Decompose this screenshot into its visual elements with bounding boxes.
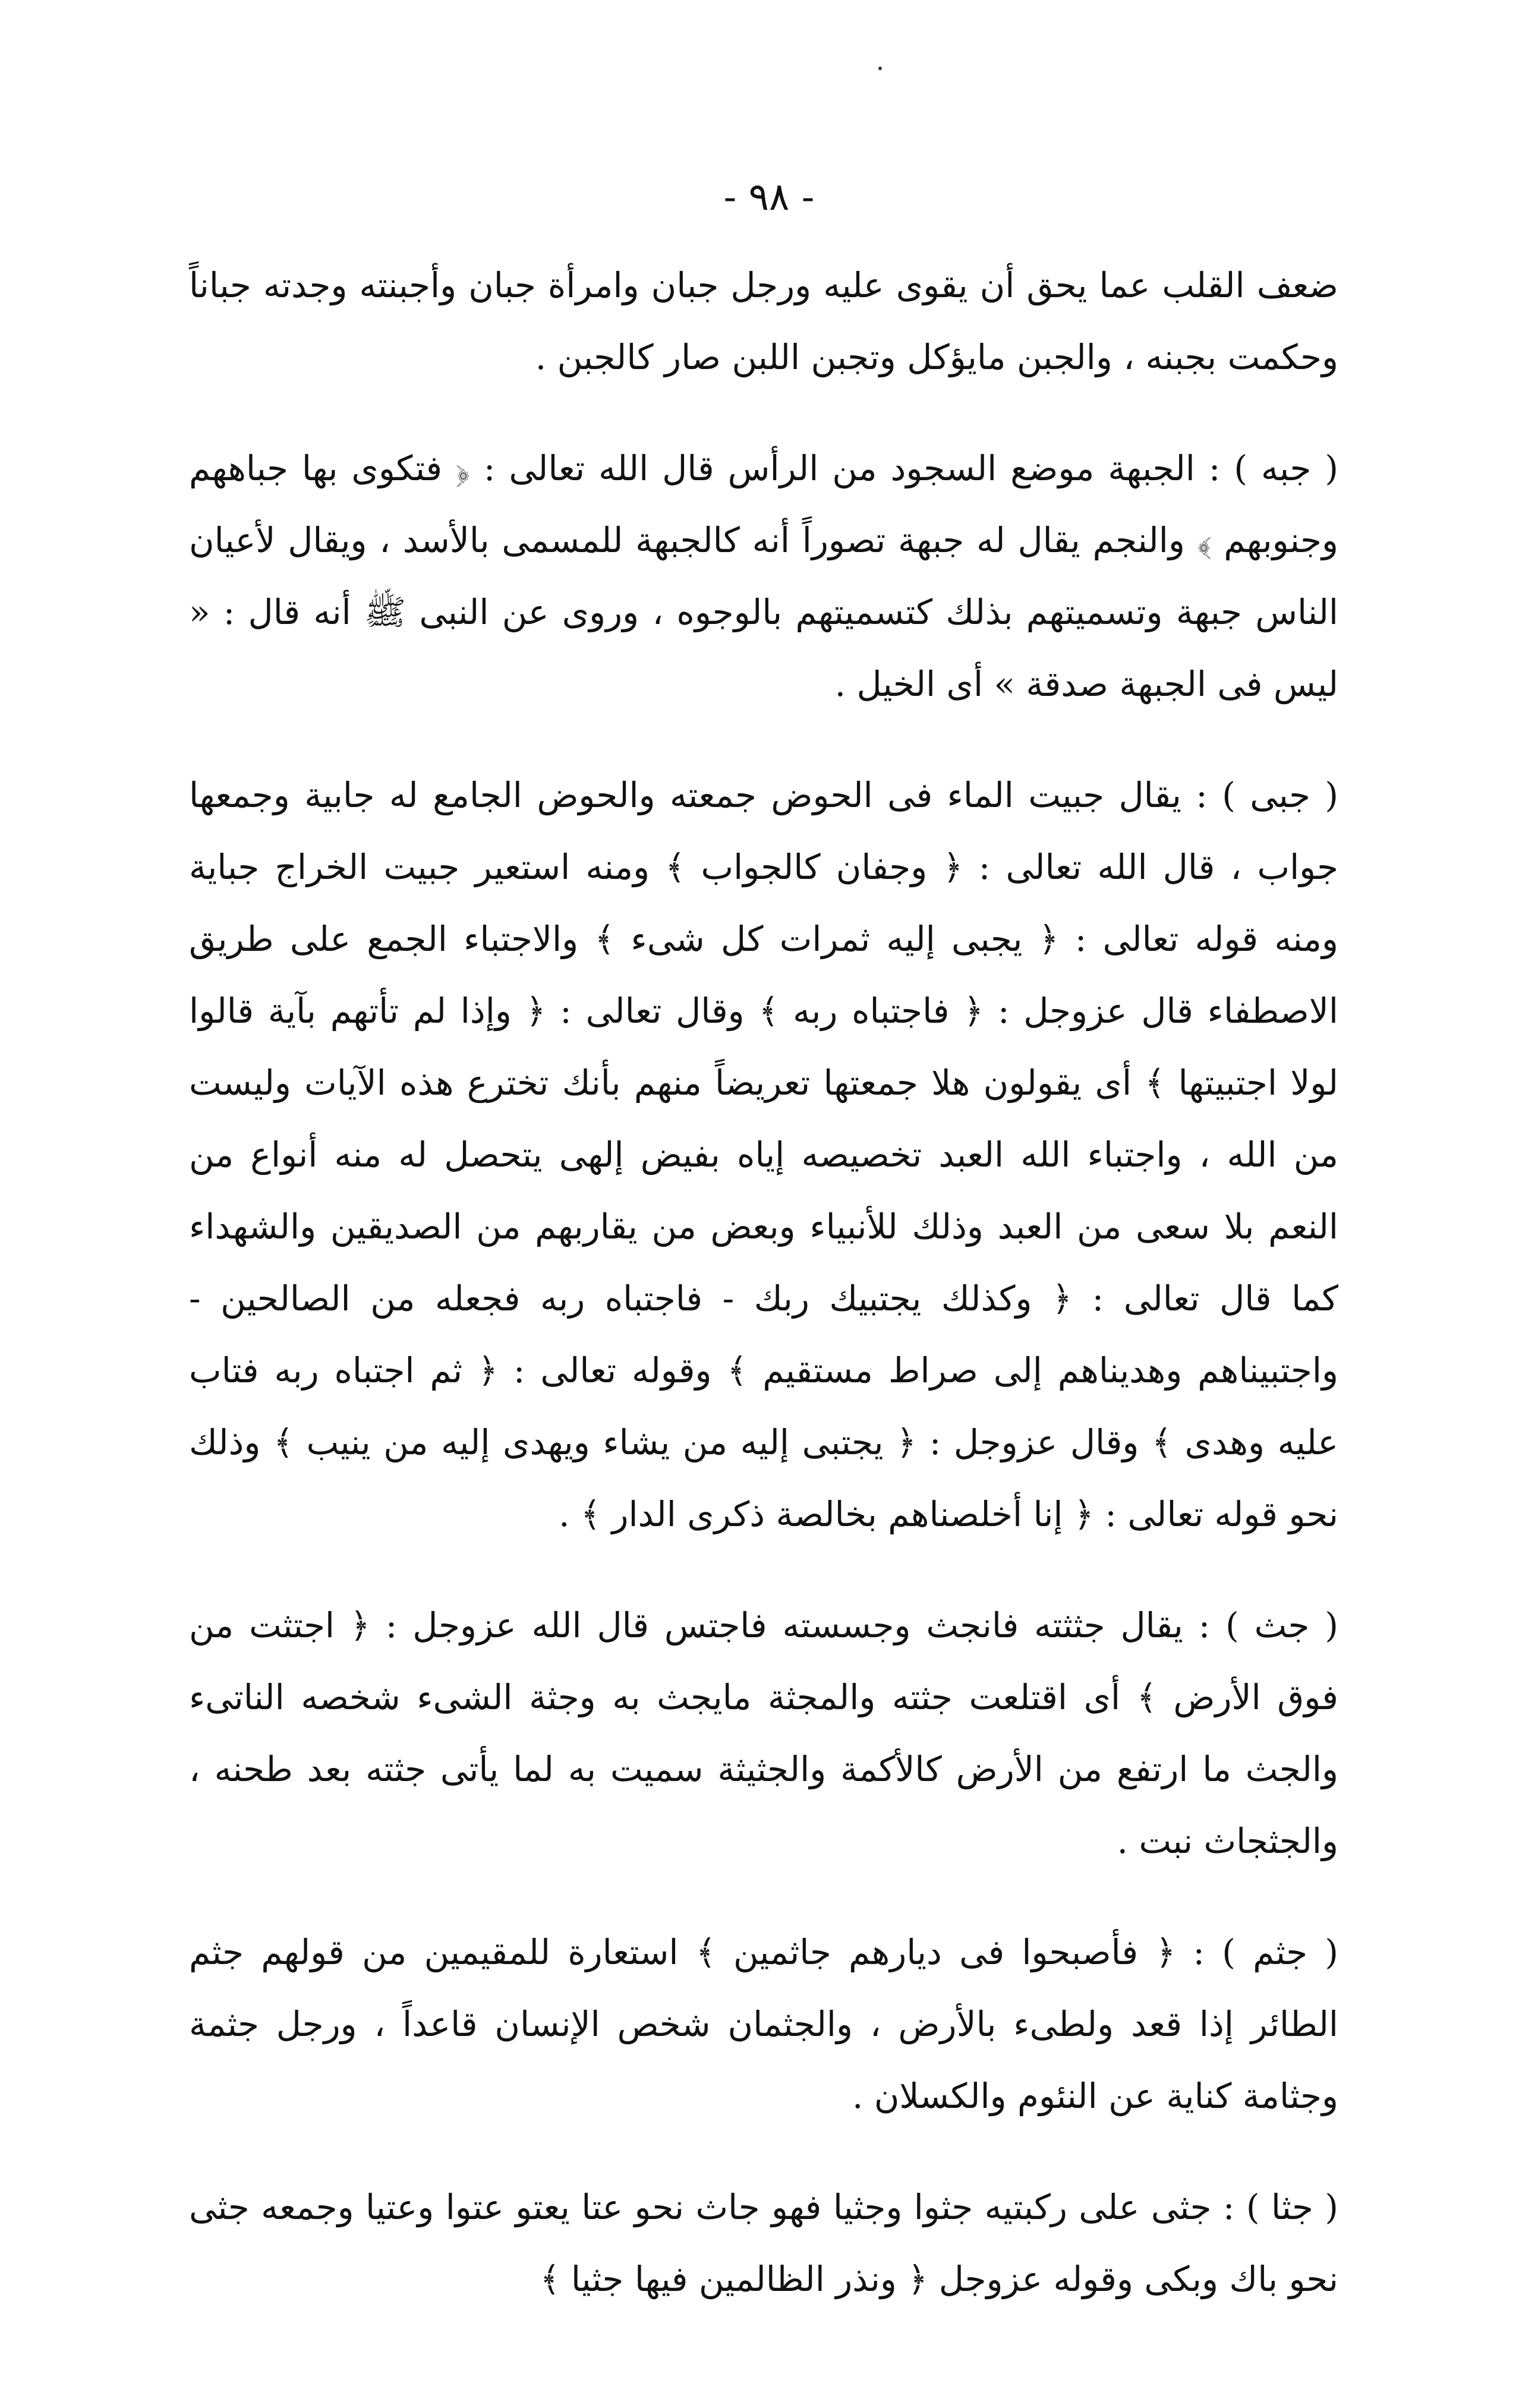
page-content (189, 250, 1338, 2315)
page-speck (878, 67, 882, 70)
paragraph-jubn-continuation: ضعف القلب عما يحق أن يقوى عليه ورجل جبان وامرأة جبان وأجبنته وجدته جباناً وحكمت بجبنه ، والجبن مايؤكل وتجبن اللبن صار كالجبن . (189, 265, 1339, 377)
paragraph-jatha: ( جثا ) : جثى على ركبتيه جثوا وجثيا فهو جاث نحو عتا يعتو عتوا وعتيا وجمعه جثى نحو باك وبكى وقوله عزوجل ﴿ ونذر الظالمين فيها جثيا ﴾ (189, 2187, 1338, 2299)
page-number: - ٩٨ - (723, 175, 815, 219)
paragraph-jaby: ( جبى ) : يقال جبيت الماء فى الحوض جمعته والحوض الجامع له جابية وجمعها جواب ، قال الله تعالى : ﴿ وجفان كالجواب ﴾ ومنه استعير جبيت الخراج جباية ومنه قوله تعالى : ﴿ يجبى إليه ثمرات كل شىء ﴾ والاجتباء الجمع على طريق الاصطفاء قال عزوجل : ﴿ فاجتباه ربه ﴾ وقال تعالى : ﴿ وإذا لم تأتهم بآية قالوا لولا اجتبيتها ﴾ أى يقولون هلا جمعتها تعريضاً منهم بأنك تخترع هذه الآيات وليست من الله ، واجتباء الله العبد تخصيصه إياه بفيض إلهى يتحصل له منه أنواع من النعم بلا سعى من العبد وذلك للأنبياء وبعض من يقاربهم من الصديقين والشهداء كما قال تعالى : ﴿ وكذلك يجتبيك ربك - فاجتباه ربه فجعله من الصالحين - واجتبيناهم وهديناهم إلى صراط مستقيم ﴾ وقوله تعالى : ﴿ ثم اجتباه ربه فتاب عليه وهدى ﴾ وقال عزوجل : ﴿ يجتبى إليه من يشاء ويهدى إليه من ينيب ﴾ وذلك نحو قوله تعالى : ﴿ إنا أخلصناهم بخالصة ذكرى الدار ﴾ . (189, 775, 1338, 1534)
paragraph-jabh: ( جبه ) : الجبهة موضع السجود من الرأس قال الله تعالى : ﴿ فتكوى بها جباههم وجنوبهم ﴾ والنجم يقال له جبهة تصوراً أنه كالجبهة للمسمى بالأسد ، ويقال لأعيان الناس جبهة وتسميتهم بذلك كتسميتهم بالوجوه ، وروى عن النبى ﷺ أنه قال : « ليس فى الجبهة صدقة » أى الخيل . (189, 448, 1338, 704)
paragraph-jathm: ( جثم ) : ﴿ فأصبحوا فى ديارهم جاثمين ﴾ استعارة للمقيمين من قولهم جثم الطائر إذا قعد ولطىء بالأرض ، والجثمان شخص الإنسان قاعداً ، ورجل جثمة وجثامة كناية عن النئوم والكسلان . (189, 1932, 1338, 2116)
paragraph-jath: ( جث ) : يقال جثثته فانجث وجسسته فاجتس قال الله عزوجل : ﴿ اجتثت من فوق الأرض ﴾ أى اقتلعت جثته والمجثة مايجث به وجثة الشىء شخصه الناتىء والجث ما ارتفع من الأرض كالأكمة والجثيثة سميت به لما يأتى جثته بعد طحنه ، والجثجاث نبت . (189, 1605, 1338, 1861)
